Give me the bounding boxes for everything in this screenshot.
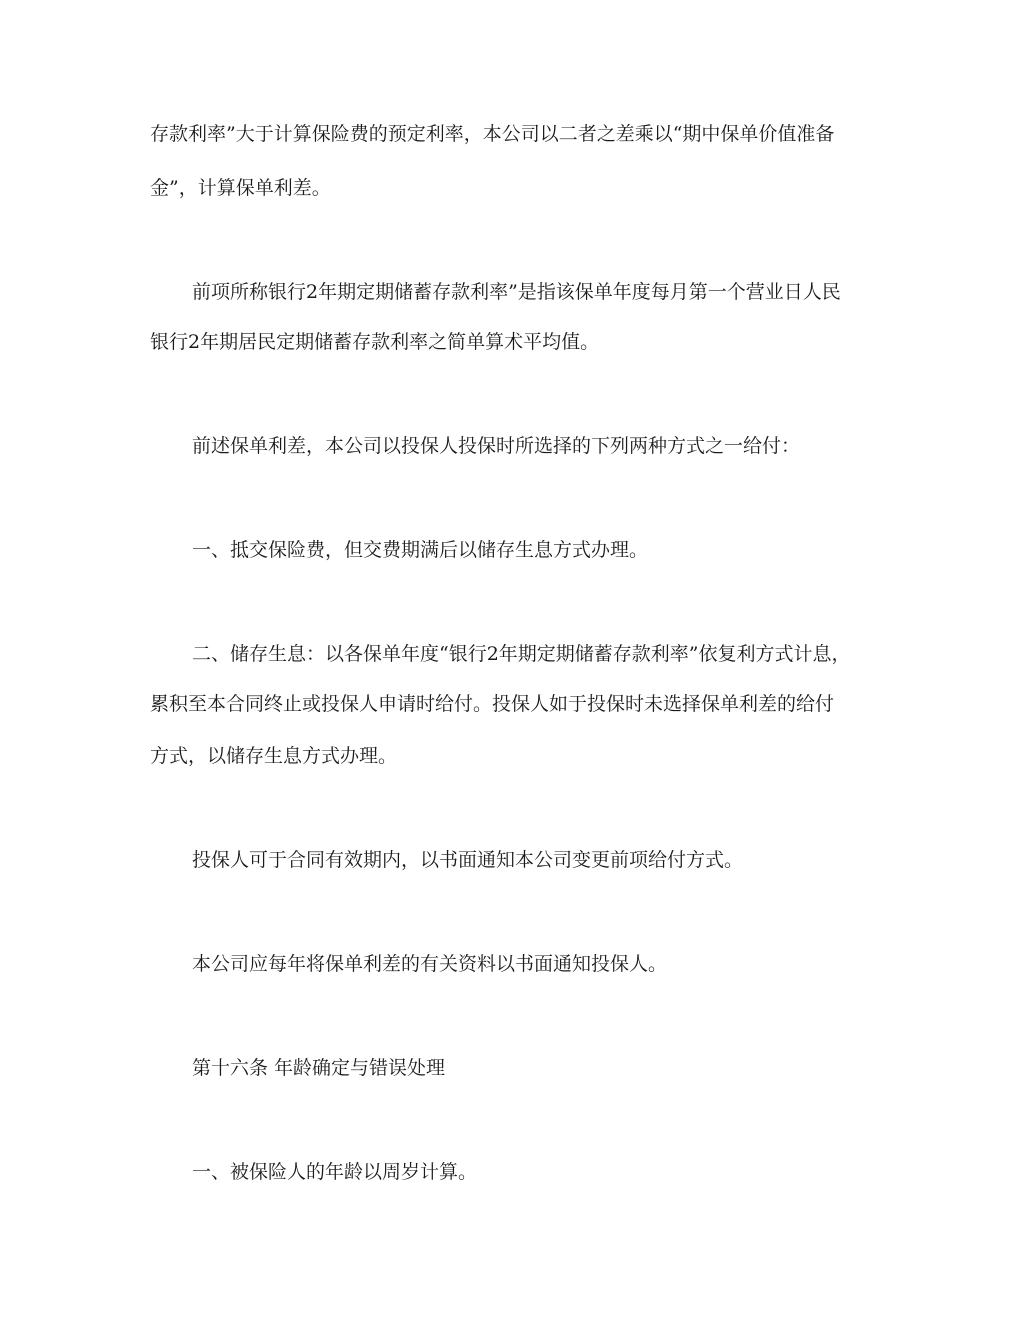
paragraph-line: 金”，计算保单利差。 (150, 177, 331, 199)
paragraph-line: 一、被保险人的年龄以周岁计算。 (192, 1161, 478, 1183)
section-heading: 第十六条 年龄确定与错误处理 (192, 1057, 446, 1079)
paragraph-line: 方式，以储存生息方式办理。 (150, 745, 398, 767)
paragraph-line: 银行2年期居民定期储蓄存款利率之简单算术平均值。 (150, 331, 600, 353)
paragraph-line: 投保人可于合同有效期内，以书面通知本公司变更前项给付方式。 (192, 849, 744, 871)
paragraph-line: 前项所称银行2年期定期储蓄存款利率”是指该保单年度每月第一个营业日人民 (192, 281, 841, 303)
paragraph-line: 存款利率”大于计算保险费的预定利率，本公司以二者之差乘以“期中保单价值准备 (150, 123, 835, 145)
paragraph-line: 前述保单利差，本公司以投保人投保时所选择的下列两种方式之一给付： (192, 435, 801, 457)
paragraph-line: 累积至本合同终止或投保人申请时给付。投保人如于投保时未选择保单利差的给付 (150, 693, 835, 715)
paragraph-line: 本公司应每年将保单利差的有关资料以书面通知投保人。 (192, 953, 668, 975)
paragraph-line: 二、储存生息：以各保单年度“银行2年期定期储蓄存款利率”依复利方式计息， (192, 643, 851, 665)
paragraph-line: 一、抵交保险费，但交费期满后以储存生息方式办理。 (192, 539, 649, 561)
